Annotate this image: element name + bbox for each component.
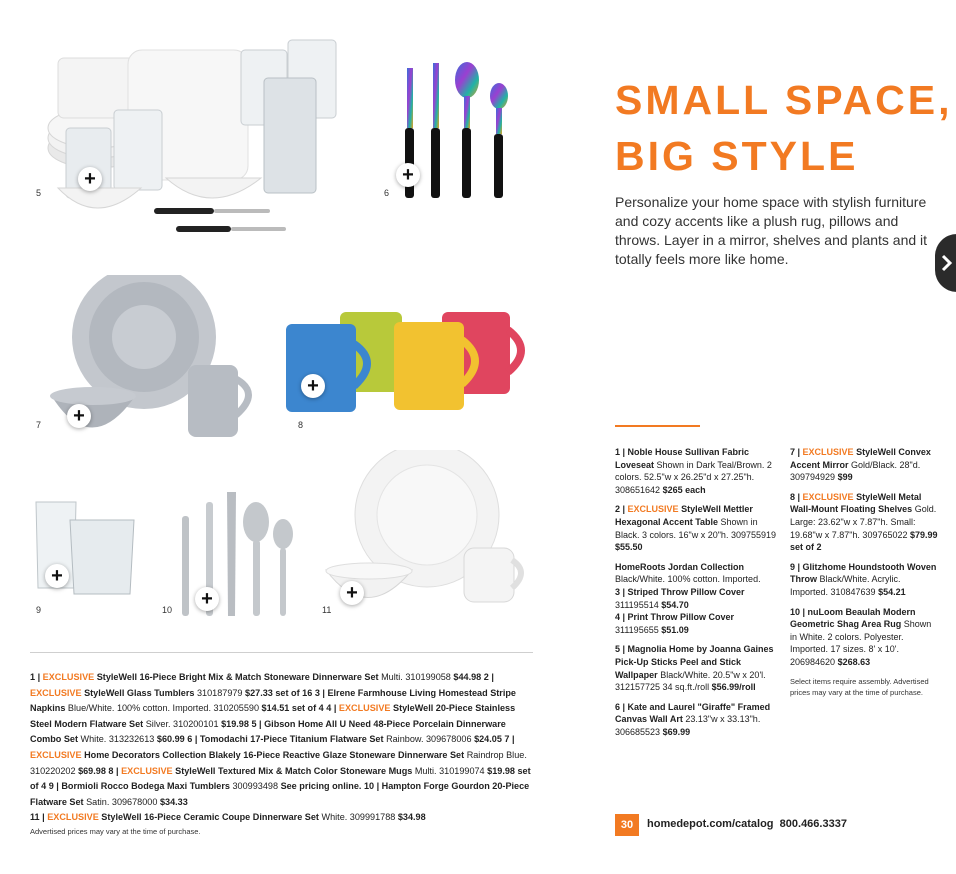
section-divider (30, 652, 533, 653)
phone-number: 800.466.3337 (779, 818, 847, 830)
item-title: StyleWell 16-Piece Bright Mix & Match Stoneware Dinnerware Set (96, 672, 379, 682)
exclusive-badge: EXCLUSIVE (30, 687, 82, 698)
item-title: Elrene Farmhouse Living Homestead Stripe Napkins (30, 687, 516, 714)
add-item-10-button[interactable]: + (195, 587, 219, 611)
item-title: 6 | Kate and Laurel "Giraffe" Framed Canvas Wall Art (615, 701, 771, 725)
satin-flatware-illustration (172, 490, 300, 618)
item-title: Tomodachi 17-Piece Titanium Flatware Set (199, 734, 384, 745)
item-title: StyleWell Glass Tumblers (84, 687, 195, 698)
item-desc: 311195514 (615, 599, 659, 610)
product-list-col-1 (615, 446, 780, 745)
item-desc: Rainbow. 309678006 (386, 734, 472, 745)
item-prefix: 8 | (790, 491, 803, 502)
item-title: HomeRoots Jordan Collection (615, 561, 745, 572)
item-price: See pricing online. (280, 781, 362, 792)
item-desc: 310187979 (196, 687, 243, 698)
item-prefix: 2 | (615, 504, 628, 515)
item-prefix: 6 | (187, 734, 200, 745)
item-title: StyleWell 16-Piece Ceramic Coupe Dinnerware Set (101, 812, 319, 823)
list-item (615, 701, 780, 739)
item-price: $54.21 (878, 586, 906, 597)
item-prefix: 4 | (326, 703, 339, 714)
item-title: 5 | Magnolia Home by Joanna Gaines Pick-Up Sticks Peel and Stick Wallpaper (615, 644, 774, 680)
add-item-7-button[interactable]: + (67, 404, 91, 428)
list-item (615, 611, 780, 636)
item-title: StyleWell 20-Piece Stainless Steel Modern Flatware Set (30, 703, 516, 729)
item-prefix: 5 | (251, 718, 265, 729)
list-item (615, 503, 780, 553)
exclusive-badge: EXCLUSIVE (627, 504, 679, 515)
photo-number-5: 5 (36, 188, 42, 198)
item-desc: Multi. 310199058 (381, 672, 451, 682)
item-price: $99 (837, 472, 853, 483)
textured-mugs-illustration (282, 310, 532, 415)
dinnerware-illustration (36, 38, 346, 248)
item-title: 9 | Glitzhome Houndstooth Woven Throw (790, 561, 937, 585)
item-desc: Raindrop Blue. 310220202 (30, 749, 527, 776)
photo-number-6: 6 (384, 188, 390, 198)
item-desc: Shown in Black. 3 colors. 16"w x 20"h. 309755919 (615, 516, 776, 540)
list-item (30, 672, 481, 682)
item-price: $56.99/roll (711, 682, 756, 693)
item-title: 10 | nuLoom Beaulah Modern Geometric Shag Area Rug (790, 606, 916, 630)
item-desc: White. 309991788 (321, 812, 396, 823)
exclusive-badge: EXCLUSIVE (42, 672, 95, 682)
item-price: $34.98 (397, 812, 426, 823)
item-price: $69.99 (662, 726, 691, 737)
list-item (615, 586, 780, 611)
product-photo-10 (172, 490, 300, 618)
item-prefix: 10 | (363, 781, 382, 792)
page-headline (615, 72, 952, 184)
item-price: $19.98 (221, 718, 249, 729)
tabletop-product-list (30, 670, 535, 837)
item-price: $34.33 (159, 796, 188, 807)
item-price: $54.70 (661, 599, 689, 610)
intro-paragraph: Personalize your home space with stylish furniture and cozy accents like a plush rug, pillows and throws. Layer in a mirror, shelves and plants and it totally feels more like home. (615, 194, 928, 267)
photo-number-9: 9 (36, 605, 42, 615)
item-price: $69.98 (78, 765, 106, 776)
photo-number-7: 7 (36, 420, 42, 430)
item-title: Bormioli Rocco Bodega Maxi Tumblers (61, 781, 230, 792)
item-title: 3 | Striped Throw Pillow Cover (615, 586, 745, 597)
page-number: 30 (615, 814, 639, 836)
item-desc: 300993498 (232, 781, 279, 792)
item-desc: Satin. 309678000 (86, 796, 158, 807)
list-item (790, 446, 940, 484)
list-item (615, 561, 780, 586)
item-desc: Shown in Dark Teal/Brown. 2 colors. 52.5"w x 26.25"d x 27.25"h. 308651642 (615, 459, 772, 495)
exclusive-badge: EXCLUSIVE (47, 812, 99, 823)
item-price: $44.98 (453, 672, 482, 682)
item-prefix: 2 | (483, 672, 494, 682)
item-title: StyleWell Convex Accent Mirror (790, 447, 931, 470)
photo-number-10: 10 (162, 605, 173, 615)
item-price: $60.99 (156, 734, 185, 745)
list-item (187, 734, 502, 744)
list-item (30, 812, 426, 822)
item-price: $79.99 set of 2 (790, 529, 938, 553)
product-photo-8 (282, 310, 532, 415)
headline-line-1: SMALL SPACE, (615, 77, 953, 123)
item-title: StyleWell Textured Mix & Match Color Stoneware Mugs (175, 765, 413, 776)
add-item-6-button[interactable]: + (396, 163, 420, 187)
item-prefix: 8 | (108, 765, 122, 776)
item-desc: Black/White. 20.5"w x 20'l. 312157725 34 sq.ft./roll (615, 669, 766, 693)
item-title: 1 | Noble House Sullivan Fabric Loveseat (615, 447, 750, 470)
product-photo-5 (36, 38, 346, 248)
item-prefix: 9 | (48, 781, 62, 792)
item-price: $24.05 (474, 734, 502, 745)
catalog-link[interactable]: homedepot.com/catalog (647, 818, 774, 830)
photo-number-8: 8 (298, 420, 304, 430)
item-price: $51.09 (661, 624, 689, 635)
item-title: Gibson Home All U Need 48-Piece Porcelain Dinnerware Combo Set (30, 718, 506, 745)
list-item (790, 491, 940, 554)
item-prefix: 1 | (30, 672, 43, 682)
list-item (790, 561, 940, 599)
item-desc: White. 313232613 (80, 734, 155, 745)
item-desc: Gold. Large: 23.62"w x 7.87"h. Small: 19.68"w x 7.87"h. 309765022 (790, 504, 937, 540)
list-item (49, 781, 362, 791)
item-prefix: 7 | (504, 734, 515, 745)
item-prefix: 11 | (30, 812, 48, 823)
exclusive-badge: EXCLUSIVE (338, 703, 391, 714)
item-desc: Black/White. Acrylic. Imported. 310847639 (790, 574, 901, 597)
chevron-right-icon (935, 234, 955, 292)
item-title: StyleWell Metal Wall-Mount Floating Shelves (790, 491, 922, 515)
add-item-8-button[interactable]: + (301, 374, 325, 398)
footer-contact (647, 818, 847, 830)
item-title: Hampton Forge Gourdon 20-Piece Flatware Set (30, 781, 530, 807)
item-desc: 23.13"w x 33.13"h. 306685523 (615, 714, 761, 737)
list-item (615, 643, 780, 693)
add-item-5-button[interactable]: + (78, 167, 102, 191)
exclusive-badge: EXCLUSIVE (30, 749, 82, 760)
item-price: $27.33 set of 16 (245, 687, 313, 698)
item-price: $14.51 set of 4 (261, 703, 324, 714)
item-title: Home Decorators Collection Blakely 16-Piece Reactive Glaze Stoneware Dinnerware Set (84, 749, 465, 760)
item-prefix: 3 | (314, 687, 328, 698)
exclusive-badge: EXCLUSIVE (802, 447, 854, 457)
add-item-11-button[interactable]: + (340, 581, 364, 605)
item-desc: Silver. 310200101 (145, 718, 219, 729)
list-item (790, 606, 940, 669)
pricing-note: Advertised prices may vary at the time of purchase. (30, 826, 201, 836)
item-desc: 311195655 (615, 624, 659, 635)
item-prefix: 7 | (790, 447, 803, 457)
item-desc: Blue/White. 100% cotton. Imported. 310205590 (67, 703, 260, 714)
item-title: StyleWell Mettler Hexagonal Accent Table (615, 504, 753, 527)
item-desc: Shown in White. 2 colors. Polyester. Imported. 17 sizes. 8' x 10'. 206984620 (790, 619, 932, 667)
item-title: 4 | Print Throw Pillow Cover (615, 612, 735, 623)
item-price: $55.50 (615, 542, 643, 553)
item-price: $268.63 (837, 656, 871, 667)
section-rule (615, 425, 700, 427)
headline-line-2: BIG STYLE (615, 133, 859, 179)
add-item-9-button[interactable]: + (45, 564, 69, 588)
photo-number-11: 11 (322, 605, 332, 615)
next-page-button[interactable] (935, 234, 956, 292)
item-desc: Gold/Black. 28"d. 309794929 (790, 459, 921, 483)
item-price: $265 each (662, 484, 706, 495)
exclusive-badge: EXCLUSIVE (121, 765, 173, 776)
list-item (615, 446, 780, 496)
item-desc: Black/White. 100% cotton. Imported. (615, 574, 761, 585)
exclusive-badge: EXCLUSIVE (802, 491, 854, 502)
assembly-note: Select items require assembly. Advertised prices may vary at the time of purchase. (790, 676, 929, 697)
product-list-col-2 (790, 446, 940, 698)
item-desc: Multi. 310199074 (414, 765, 485, 776)
item-price: $19.98 set of 4 (30, 765, 531, 792)
